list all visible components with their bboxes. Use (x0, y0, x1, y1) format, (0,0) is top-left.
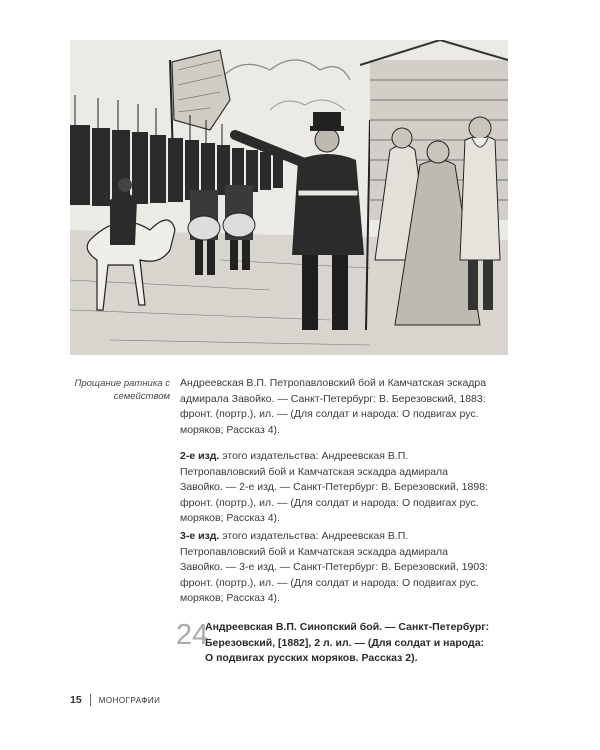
edition-label: 3-е изд. (180, 530, 220, 542)
engraving-image (70, 40, 508, 355)
illustration-caption: Прощание ратника с семейством (74, 378, 170, 402)
page-footer (70, 694, 160, 706)
edition-label: 2-е изд. (180, 450, 220, 462)
page-number: 15 (70, 694, 82, 706)
bibliography-entry-24: Андреевская В.П. Синопский бой. — Санкт-Петербург: Березовский, [1882], 2 л. ил. — (Для солдат и народа: О подвигах русских моряков. Рассказ 2). (205, 621, 490, 664)
entry-text: этого издательства: Андреевская В.П. Петропавловский бой и Камчатская эскадра адмирала Завойко. — 2-е изд. — Санкт-Петербург: В. Березовский, 1898: фронт. (портр.), ил. — (Для солдат и народа: О подвигах рус. моряков; Рассказ 4). (180, 450, 488, 524)
bibliography-entry-3 (180, 529, 490, 607)
bibliography-entry-2 (180, 449, 490, 527)
entry-text: этого издательства: Андреевская В.П. Петропавловский бой и Камчатская эскадра адмирала Завойко. — 3-е изд. — Санкт-Петербург: В. Березовский, 1903: фронт. (портр.), ил. — (Для солдат и народа: О подвигах рус. моряков; Рассказ 4). (180, 530, 488, 604)
entry-number: 24 (176, 619, 209, 651)
footer-divider (90, 694, 91, 706)
section-title: МОНОГРАФИИ (98, 695, 161, 705)
bibliography-entry-1: Андреевская В.П. Петропавловский бой и Камчатская эскадра адмирала Завойко. — Санкт-Петербург: В. Березовский, 1883: фронт. (портр.), ил. — (Для солдат и народа: О подвигах рус. моряков; Рассказ 4). (180, 377, 487, 436)
illustration-farewell (70, 40, 508, 355)
